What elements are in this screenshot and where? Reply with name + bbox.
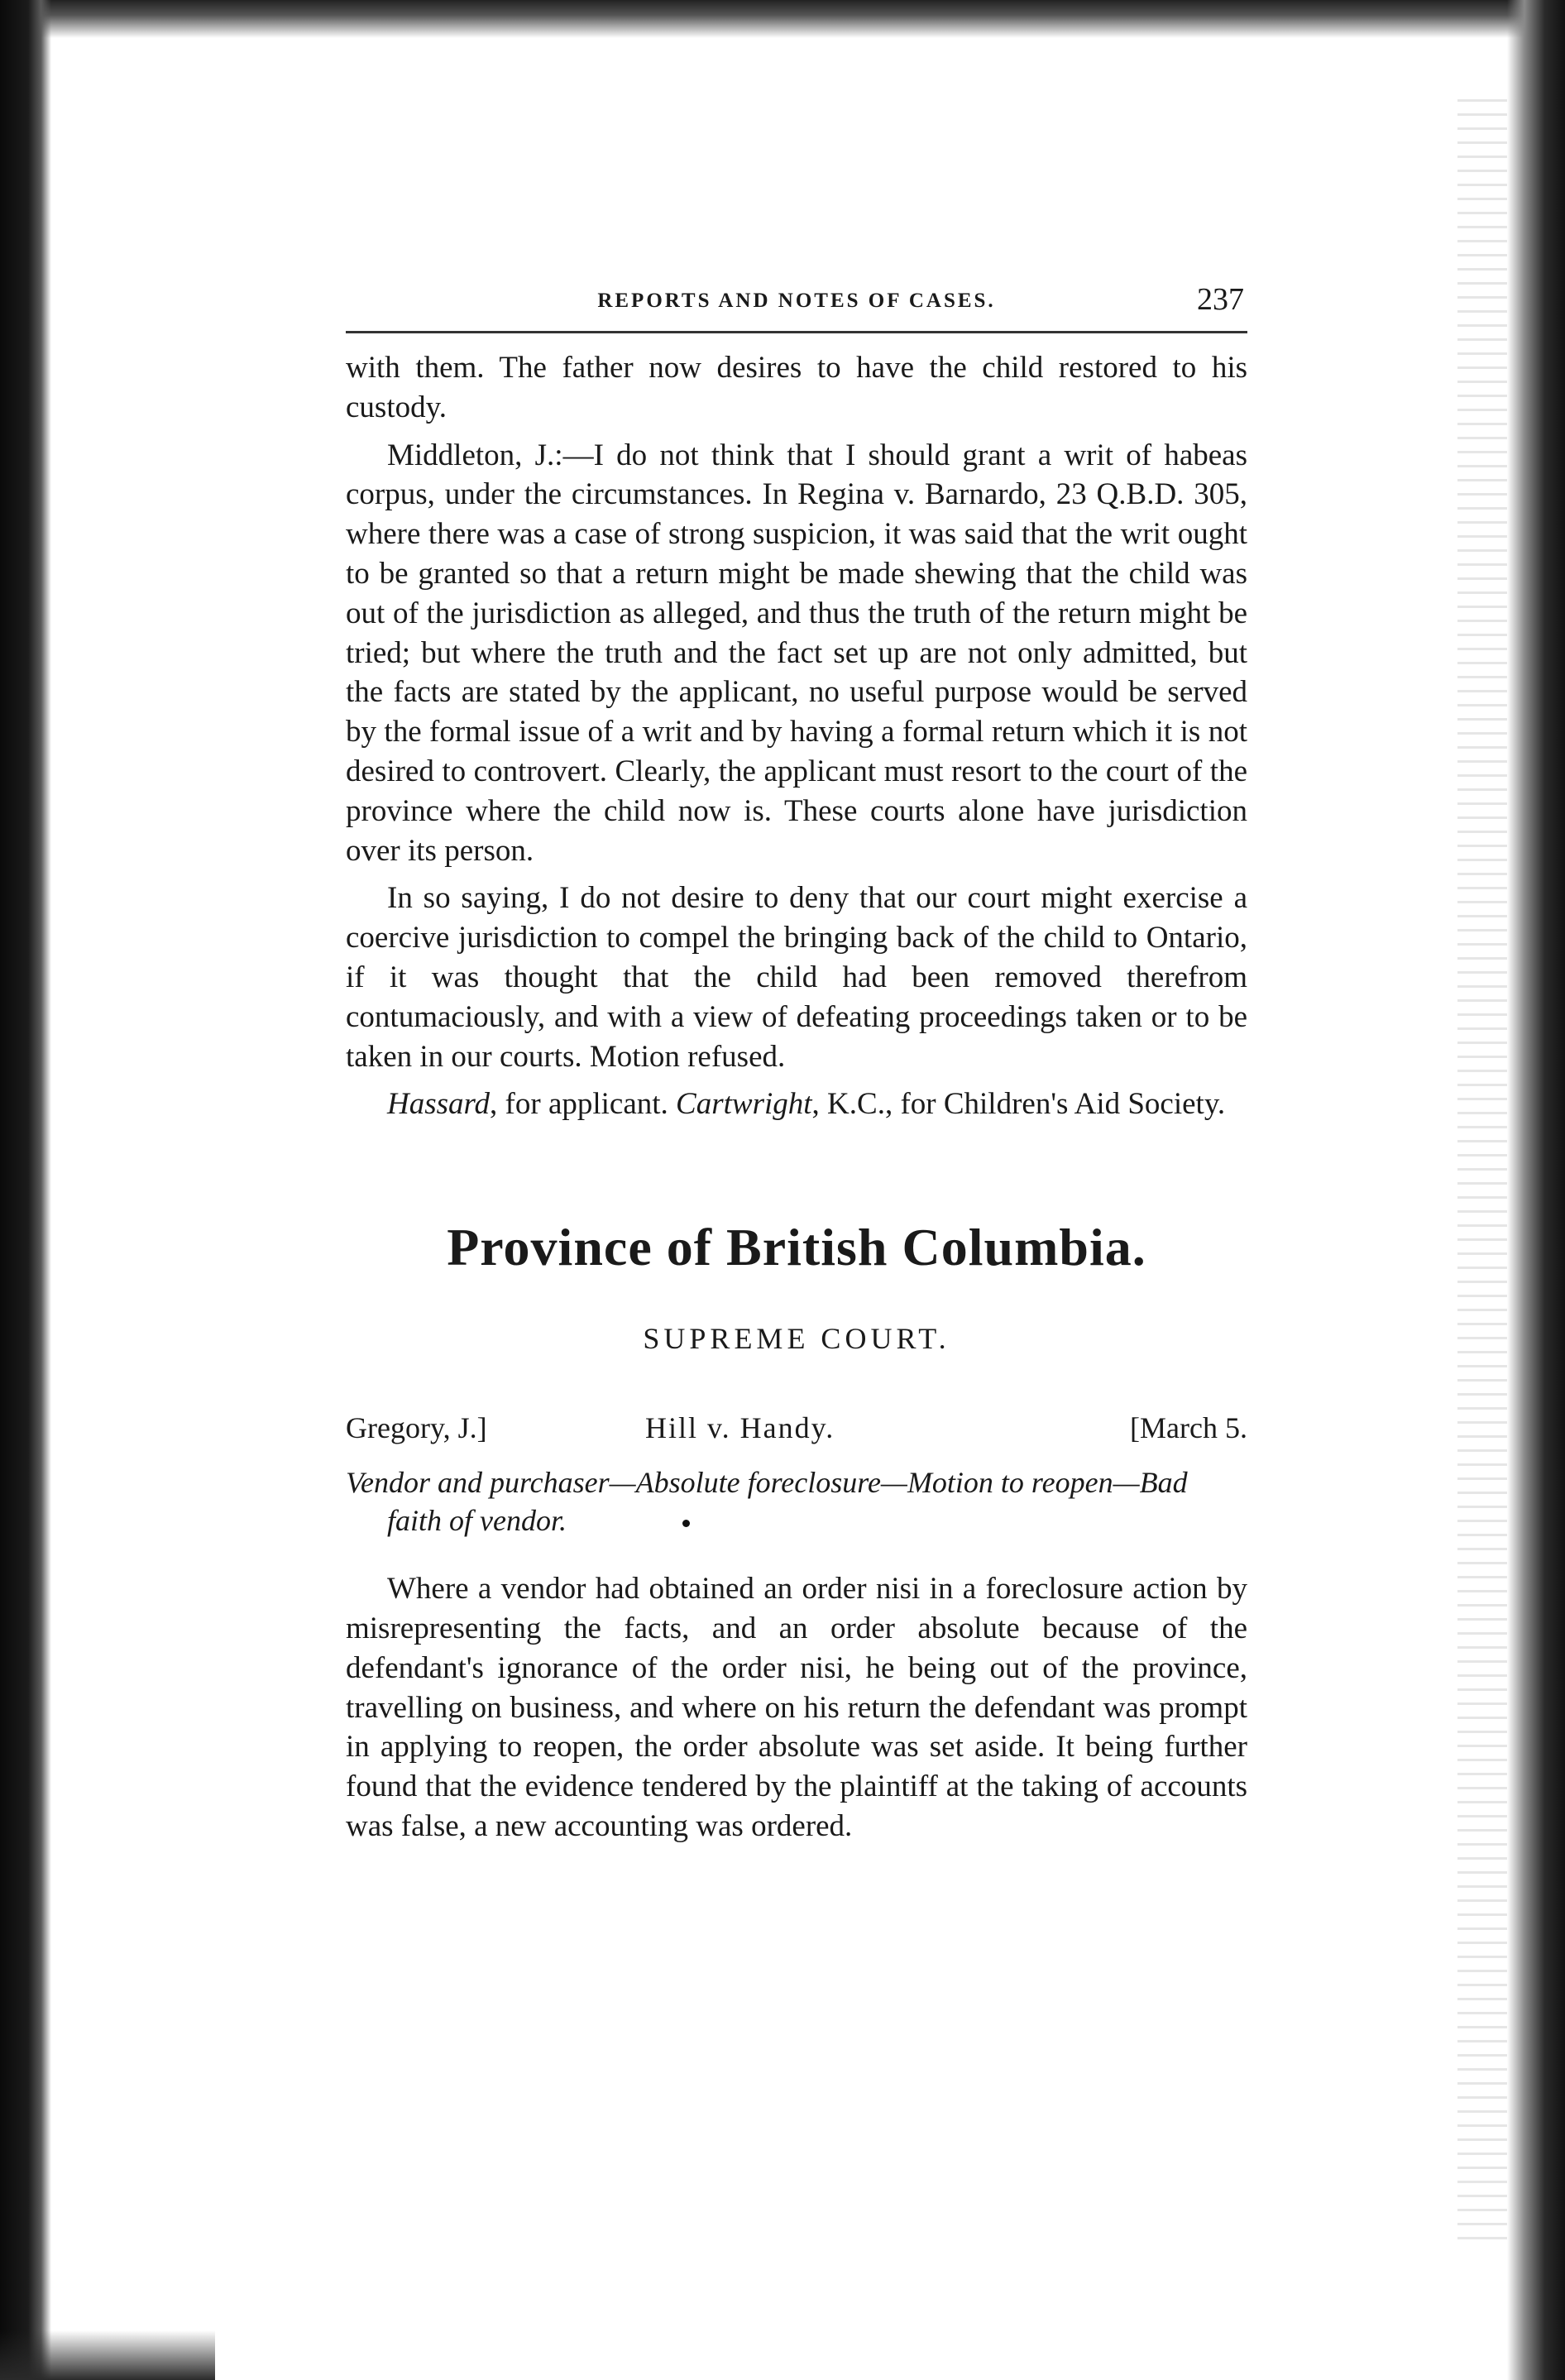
court-heading: SUPREME COURT. [643,1322,950,1356]
paragraph-judgment-conclusion: In so saying, I do not desire to deny that our court might exercise a coercive jurisdiction to compel the bringing back of the child to Ontario, if it was thought that the child had been removed therefrom contumaciously, and with a view of defeating proceedings taken or to be taken in our courts. Motion refused. [346,881,1247,1074]
case-summary: Where a vendor had obtained an order nisi in a foreclosure action by misrepresenting the facts, and an order absolute because of the defendant's ignorance of the order nisi, he being out of the province, travelling on business, and where on his return the defendant was prompt in applying to reopen, the order absolute was set aside. It being further found that the evidence tendered by the plaintiff at the taking of accounts was false, a new accounting was ordered. [346,1572,1247,1843]
case-judge: Gregory, J.] [346,1411,487,1445]
scan-left-edge [0,0,51,2380]
case-line [346,1410,1247,1449]
counsel-society-name: Cartwright [676,1087,812,1122]
province-heading: Province of British Columbia. [447,1218,1146,1277]
counsel-applicant-name: Hassard [387,1087,491,1122]
case-date: [March 5. [1130,1411,1247,1445]
counsel-society-text: , K.C., for Children's Aid Society. [811,1087,1226,1122]
scan-top-edge [0,0,1565,38]
running-title: REPORTS AND NOTES OF CASES. [597,290,996,312]
headnote [346,1463,1247,1540]
case-title: Hill v. Handy. [645,1411,835,1445]
paragraph-continuation: with them. The father now desires to have the child restored to his custody. [346,351,1247,424]
scan-right-edge [1507,0,1565,2380]
scan-right-speckle [1457,99,1507,2250]
counsel-line [346,1085,1247,1124]
running-head [346,281,1247,333]
document-page [346,281,1247,1846]
bullet-mark [682,1520,690,1527]
page-number: 237 [1197,282,1244,317]
paragraph-judgment: Middleton, J.:—I do not think that I should grant a writ of habeas corpus, under the circumstances. In Regina v. Barnardo, 23 Q.B.D. 305, where there was a case of strong suspicion, it was said that the writ ought to be granted so that a return might be made shewing that the child was out of the jurisdiction as alleged, and thus the truth of the return might be tried; but where the truth and the fact set up are not only admitted, but the facts are stated by the applicant, no useful purpose would be served by the formal issue of a writ and by having a formal return which it is not desired to controvert. Clearly, the applicant must resort to the court of the province where the child now is. These courts alone have jurisdiction over its person. [346,438,1247,868]
scan-bottom-edge [0,2330,215,2380]
counsel-applicant-text: , for applicant. [490,1087,677,1122]
headnote-text: Vendor and purchaser—Absolute foreclosure—Motion to reopen—Bad faith of vendor. [346,1466,1188,1538]
